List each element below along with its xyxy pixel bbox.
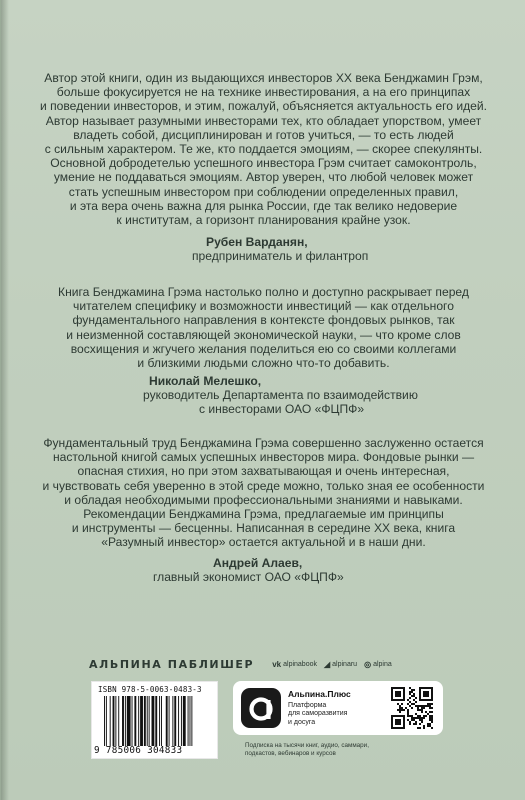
alpina-plus-note (245, 742, 445, 757)
qr-module (413, 695, 415, 697)
qr-module (391, 717, 393, 719)
qr-module (403, 717, 405, 719)
qr-module (403, 691, 405, 693)
qr-module (403, 721, 405, 723)
qr-module (391, 699, 393, 701)
alpina-plus-description (288, 702, 383, 727)
barcode-bar (127, 696, 131, 746)
qr-module (399, 695, 401, 697)
barcode-bar (125, 696, 126, 746)
qr-module (395, 693, 397, 695)
qr-module (399, 709, 401, 711)
qr-module (411, 717, 413, 719)
qr-module (411, 703, 413, 705)
qr-module (399, 699, 401, 701)
qr-module (391, 727, 393, 729)
qr-module (421, 717, 423, 719)
quote-line: с сильным характером. Те же, кто поддается эмоциям, — скорее спекулянты. (44, 142, 483, 157)
qr-module (429, 719, 431, 721)
qr-module (419, 687, 421, 689)
quote-line: умение не поддаваться эмоциям. Автор уверен, что любой человек может (53, 170, 474, 185)
qr-module (399, 723, 401, 725)
telegram-icon: ◢ (324, 659, 331, 669)
quote-alaev (31, 436, 496, 550)
barcode-bar (161, 696, 162, 746)
alpina-icon: ◎ (364, 659, 372, 669)
barcode-bar (166, 696, 168, 746)
qr-module (431, 693, 433, 695)
qr-module (427, 725, 429, 727)
qr-module (411, 695, 413, 697)
qr-module (397, 727, 399, 729)
qr-module (397, 709, 399, 711)
qr-module (431, 719, 433, 721)
qr-module (395, 699, 397, 701)
qr-module (391, 697, 393, 699)
qr-module (431, 689, 433, 691)
qr-module (427, 699, 429, 701)
qr-module (391, 721, 393, 723)
qr-module (405, 707, 407, 709)
social-handle: alpinaru (332, 660, 358, 668)
barcode-bar (115, 696, 116, 746)
quote-line: настольной книгой самых успешных инвесторов мира. Фондовые рынки — (52, 450, 475, 465)
qr-module (401, 727, 403, 729)
qr-module (413, 693, 415, 695)
quote-line: и обладая необходимыми профессиональными знаниями и навыками. (64, 492, 463, 507)
spine-shadow (1, 0, 9, 800)
qr-code-icon[interactable] (391, 687, 433, 729)
qr-module (431, 703, 433, 705)
qr-module (397, 691, 399, 693)
qr-module (403, 715, 405, 717)
qr-module (403, 699, 405, 701)
qr-module (431, 691, 433, 693)
qr-module (417, 715, 419, 717)
qr-module (415, 723, 417, 725)
barcode-bar (134, 696, 136, 746)
isbn-label: ISBN 978-5-0063-0483-3 (98, 685, 202, 694)
barcode-digits: 9 785006 304833 (94, 745, 183, 756)
qr-module (431, 711, 433, 713)
qr-module (413, 689, 415, 691)
quote-line: восхищения и жгучего желания поделиться ею со своими коллегами (70, 341, 457, 356)
qr-module (407, 699, 409, 701)
qr-module (421, 721, 423, 723)
qr-module (393, 699, 395, 701)
qr-module (419, 705, 421, 707)
qr-module (399, 707, 401, 709)
author-role: главный экономист ОАО «ФЦПФ» (153, 570, 344, 585)
quote-line: больше фокусируется не на технике инвестирования, а на его принципах (56, 85, 471, 100)
qr-module (411, 689, 413, 691)
quote-line: Автор называет разумными инвесторами тех, кто обладает упорством, умеет (45, 113, 482, 128)
qr-module (397, 687, 399, 689)
author-name: Рубен Варданян, (206, 235, 308, 249)
qr-module (423, 691, 425, 693)
qr-module (393, 715, 395, 717)
qr-module (427, 705, 429, 707)
qr-module (415, 713, 417, 715)
qr-module (423, 699, 425, 701)
qr-module (431, 687, 433, 689)
qr-module (401, 703, 403, 705)
barcode-bar (118, 696, 119, 746)
barcode-bar (104, 696, 105, 746)
qr-module (429, 699, 431, 701)
qr-module (431, 727, 433, 729)
quote-line: к институтам, а горизонт планирования крайне узок. (116, 213, 411, 228)
note-line: подкастов, вебинаров и курсов (245, 749, 336, 757)
quote-meleshko (31, 285, 496, 370)
qr-module (421, 705, 423, 707)
quote-line: стать успешным инвестором при соблюдении определенных правил, (68, 184, 459, 199)
qr-module (407, 719, 409, 721)
qr-module (429, 717, 431, 719)
qr-module (427, 693, 429, 695)
publisher-logo: АЛЬПИНА ПАБЛИШЕР (89, 657, 255, 671)
qr-module (419, 723, 421, 725)
qr-module (419, 695, 421, 697)
quote-line: «Разумный инвестор» остается актуальной и в наши дни. (101, 535, 426, 550)
qr-module (427, 687, 429, 689)
qr-module (403, 697, 405, 699)
qr-module (399, 727, 401, 729)
barcode-bar (147, 696, 148, 746)
qr-module (399, 691, 401, 693)
qr-module (423, 727, 425, 729)
qr-module (419, 709, 421, 711)
barcode-bar (181, 696, 182, 746)
qr-module (401, 715, 403, 717)
quote-line: и эта вера очень важна для рынка России, где так велико недоверие (69, 198, 458, 213)
barcode-bar (172, 696, 173, 746)
qr-module (429, 725, 431, 727)
qr-module (403, 725, 405, 727)
qr-module (411, 691, 413, 693)
qr-module (419, 699, 421, 701)
qr-module (415, 701, 417, 703)
qr-module (403, 709, 405, 711)
quote-line: и поведении инвесторов, и этим, пожалуй, объясняется актуальность его идей. (40, 99, 487, 114)
qr-module (415, 705, 417, 707)
quote-line: Рекомендации Бенджамина Грэма, предлагаемые им принципы (83, 507, 444, 522)
qr-module (397, 719, 399, 721)
qr-module (399, 687, 401, 689)
qr-module (431, 695, 433, 697)
qr-module (409, 697, 411, 699)
qr-module (407, 709, 409, 711)
qr-module (419, 715, 421, 717)
qr-module (413, 717, 415, 719)
qr-module (391, 725, 393, 727)
qr-module (425, 699, 427, 701)
barcode-bar (144, 696, 146, 746)
qr-module (415, 717, 417, 719)
qr-module (395, 687, 397, 689)
alpina-plus-logo-icon (241, 688, 281, 728)
qr-module (391, 719, 393, 721)
qr-module (399, 693, 401, 695)
qr-module (431, 717, 433, 719)
qr-module (417, 707, 419, 709)
qr-module (397, 699, 399, 701)
quote-line: и чувствовать себя уверенно в этой среде можно, только зная ее особенности (42, 478, 485, 493)
quote-line: и близкими людьми сложно что-то добавить. (137, 356, 390, 371)
qr-module (395, 691, 397, 693)
qr-module (395, 715, 397, 717)
qr-module (425, 695, 427, 697)
social-link-alpina[interactable] (364, 660, 392, 669)
qr-module (397, 693, 399, 695)
barcode-bar (110, 696, 111, 746)
qr-module (391, 723, 393, 725)
quote-line: читателем специфику и возможности инвестиций — как отдельного (73, 299, 454, 314)
barcode-bars (104, 696, 214, 746)
barcode-bar (188, 696, 189, 746)
qr-module (429, 705, 431, 707)
qr-module (425, 715, 427, 717)
qr-module (427, 703, 429, 705)
qr-module (407, 715, 409, 717)
barcode-bar (152, 696, 155, 746)
quote-line: владеть собой, дисциплинирован и готов учиться, — то есть людей (73, 127, 454, 142)
qr-module (423, 717, 425, 719)
qr-module (397, 695, 399, 697)
qr-module (407, 713, 409, 715)
qr-module (403, 693, 405, 695)
qr-module (409, 693, 411, 695)
qr-module (429, 687, 431, 689)
qr-module (423, 687, 425, 689)
social-handle: alpinabook (283, 660, 317, 668)
isbn-barcode (91, 681, 218, 759)
qr-module (419, 727, 421, 729)
qr-module (397, 723, 399, 725)
qr-module (409, 723, 411, 725)
qr-module (431, 697, 433, 699)
qr-module (421, 719, 423, 721)
qr-module (399, 711, 401, 713)
qr-module (413, 719, 415, 721)
qr-module (399, 705, 401, 707)
qr-module (425, 687, 427, 689)
qr-module (391, 689, 393, 691)
qr-module (401, 699, 403, 701)
barcode-bar (183, 696, 186, 746)
qr-module (413, 699, 415, 701)
qr-module (421, 699, 423, 701)
barcode-bar (174, 696, 176, 746)
qr-module (401, 707, 403, 709)
qr-module (413, 723, 415, 725)
barcode-bar (178, 696, 179, 746)
qr-module (399, 721, 401, 723)
barcode-bar (106, 696, 107, 746)
signature-vardanyan (192, 235, 369, 264)
quote-line: Основной добродетелью успешного инвестора Грэм считает самоконтроль, (50, 156, 477, 171)
barcode-bar (169, 696, 170, 746)
qr-module (417, 705, 419, 707)
qr-module (401, 687, 403, 689)
qr-module (419, 693, 421, 695)
qr-module (421, 687, 423, 689)
qr-module (409, 687, 411, 689)
vk-icon: vk (272, 659, 282, 669)
quote-line: и инструменты — бесценны. Написанная в середине XX века, книга (71, 521, 456, 536)
qr-module (431, 721, 433, 723)
qr-module (411, 719, 413, 721)
qr-module (395, 695, 397, 697)
qr-module (409, 701, 411, 703)
quote-line: Фундаментальный труд Бенджамина Грэма совершенно заслуженно остается (43, 436, 484, 450)
qr-module (429, 715, 431, 717)
qr-module (429, 723, 431, 725)
qr-module (393, 727, 395, 729)
qr-module (417, 709, 419, 711)
qr-module (423, 707, 425, 709)
description-line: и досуга (288, 718, 316, 726)
qr-module (399, 715, 401, 717)
alpina-plus-card[interactable] (233, 681, 443, 735)
qr-module (419, 691, 421, 693)
author-name: Николай Мелешко, (149, 374, 262, 388)
barcode-bar (190, 696, 191, 746)
description-line: для саморазвития (288, 710, 348, 718)
social-link-telegram[interactable] (324, 660, 357, 669)
quote-line: и неизменной составляющей экономической науки, — что кроме слов (66, 327, 461, 342)
note-line: Подписка на тысячи книг, аудио, саммари, (245, 742, 369, 749)
quote-line: Книга Бенджамина Грэма настолько полно и доступно раскрывает перед (58, 285, 469, 299)
barcode-bar (138, 696, 139, 746)
alpina-plus-title: Альпина.Плюс (288, 689, 351, 699)
quote-line: опасная стихия, но при этом захватывающая и очень интересная, (77, 464, 450, 479)
qr-module (423, 715, 425, 717)
description-line: Платформа (288, 702, 327, 709)
author-name: Андрей Алаев, (213, 556, 303, 570)
qr-module (431, 699, 433, 701)
qr-module (397, 715, 399, 717)
qr-module (419, 689, 421, 691)
author-role: с инвесторами ОАО «ФЦПФ» (199, 402, 365, 417)
qr-module (403, 727, 405, 729)
barcode-bar (113, 696, 115, 746)
qr-module (423, 725, 425, 727)
qr-module (421, 707, 423, 709)
qr-module (421, 711, 423, 713)
author-role: руководитель Департамента по взаимодействию (143, 388, 418, 403)
qr-module (417, 717, 419, 719)
qr-module (393, 687, 395, 689)
barcode-bar (140, 696, 143, 746)
qr-module (409, 705, 411, 707)
qr-module (421, 709, 423, 711)
author-role: предприниматель и филантроп (192, 249, 369, 264)
qr-module (415, 697, 417, 699)
qr-module (395, 723, 397, 725)
qr-module (427, 691, 429, 693)
qr-module (425, 705, 427, 707)
qr-module (391, 691, 393, 693)
qr-module (425, 711, 427, 713)
qr-module (423, 693, 425, 695)
qr-module (425, 693, 427, 695)
qr-module (427, 713, 429, 715)
signature-meleshko (143, 374, 418, 417)
publisher-row (89, 656, 489, 672)
qr-module (423, 695, 425, 697)
qr-module (403, 695, 405, 697)
qr-module (401, 709, 403, 711)
qr-module (403, 719, 405, 721)
quote-line: Автор этой книги, один из выдающихся инвесторов XX века Бенджамин Грэм, (44, 71, 483, 85)
qr-module (391, 687, 393, 689)
qr-module (399, 719, 401, 721)
qr-module (407, 703, 409, 705)
qr-module (419, 697, 421, 699)
barcode-bar (149, 696, 150, 746)
social-link-vk[interactable] (272, 660, 317, 669)
qr-module (407, 711, 409, 713)
social-handle: alpina (373, 660, 392, 668)
qr-module (391, 695, 393, 697)
barcode-bar (191, 696, 192, 746)
barcode-bar (155, 696, 157, 746)
signature-alaev (153, 556, 344, 584)
qr-module (397, 703, 399, 705)
qr-module (403, 723, 405, 725)
qr-module (425, 691, 427, 693)
qr-module (391, 715, 393, 717)
qr-module (411, 707, 413, 709)
qr-module (427, 723, 429, 725)
qr-module (419, 719, 421, 721)
qr-module (413, 703, 415, 705)
qr-module (415, 721, 417, 723)
qr-module (395, 719, 397, 721)
quote-line: фундаментального направления в контексте фондовых рынков, так (72, 313, 455, 328)
barcode-bar (132, 696, 133, 746)
qr-module (397, 721, 399, 723)
qr-module (429, 703, 431, 705)
qr-module (431, 715, 433, 717)
qr-module (395, 721, 397, 723)
qr-module (417, 727, 419, 729)
qr-module (429, 711, 431, 713)
qr-module (409, 721, 411, 723)
qr-module (411, 715, 413, 717)
barcode-bar (159, 696, 160, 746)
qr-module (419, 717, 421, 719)
qr-module (391, 693, 393, 695)
qr-module (403, 687, 405, 689)
qr-module (403, 689, 405, 691)
quote-vardanyan (31, 71, 496, 227)
qr-module (423, 705, 425, 707)
qr-module (431, 707, 433, 709)
qr-module (409, 691, 411, 693)
qr-module (429, 707, 431, 709)
social-links (272, 660, 399, 669)
qr-module (409, 715, 411, 717)
barcode-bar (122, 696, 124, 746)
qr-module (395, 727, 397, 729)
qr-module (427, 695, 429, 697)
